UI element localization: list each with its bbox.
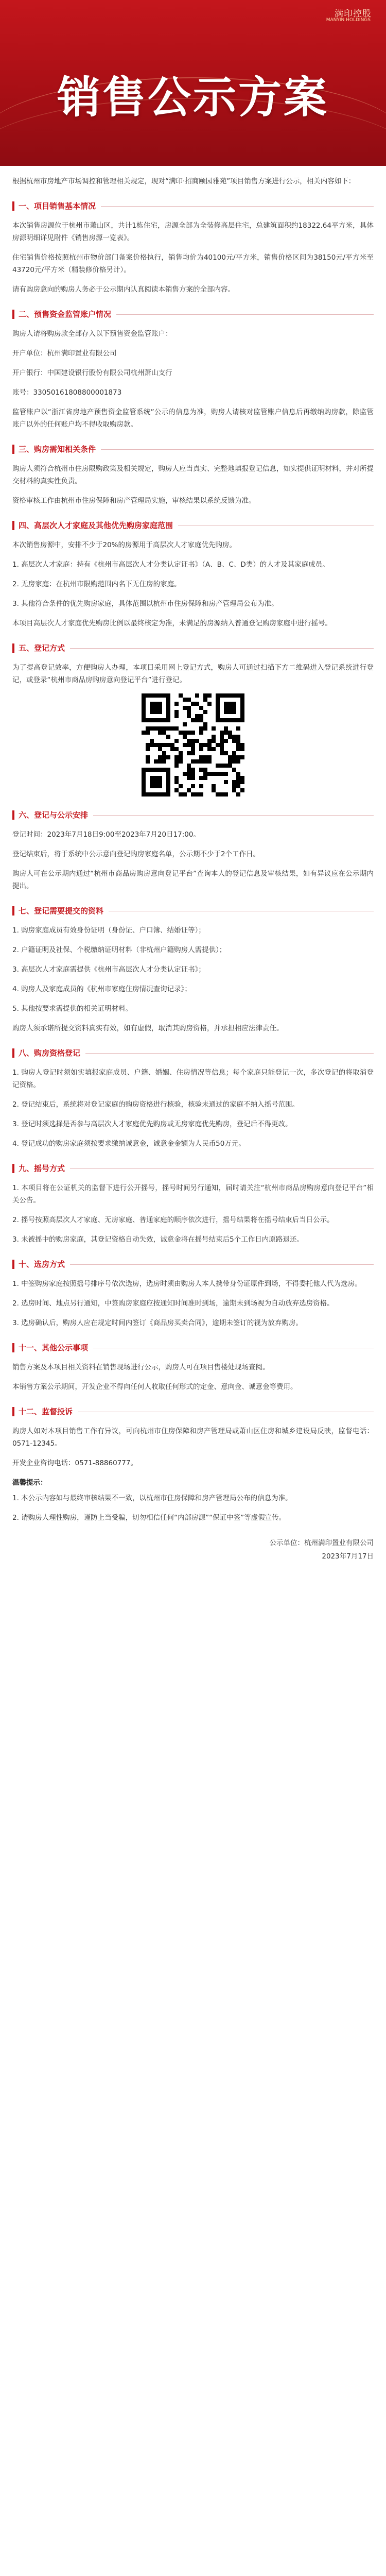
section-paragraph: 开发企业咨询电话：0571-88860777。 — [12, 1459, 137, 1467]
section-marker — [12, 1048, 14, 1058]
section-paragraph: 4. 购房人及家庭成员的《杭州市家庭住房情况查询记录》； — [12, 985, 191, 993]
section-paragraph: 1. 本项目将在公证机关的监督下进行公开摇号，摇号时间另行通知，届时请关注“杭州市商品房购房意向登记平台”相关公告。 — [12, 1184, 374, 1205]
section-marker — [12, 1343, 14, 1352]
section-title: 一、项目销售基本情况 — [19, 201, 96, 211]
section-divider — [70, 1168, 374, 1169]
section-paragraph: 购房人可在公示期内通过“杭州市商品房购房意向登记平台”查询本人的登记信息及审核结果，如有异议应在公示期内提出。 — [12, 870, 374, 890]
section-heading — [12, 905, 374, 917]
intro-paragraph: 根据杭州市房地产市场调控和管理相关规定，现对“满印·招商颐园雅苑”项目销售方案进行公示，相关内容如下： — [12, 177, 356, 185]
section-marker — [12, 643, 14, 653]
section-paragraph: 1. 购房人登记时须如实填报家庭成员、户籍、婚姻、住房情况等信息；每个家庭只能登记一次，多次登记的将取消登记资格。 — [12, 1069, 374, 1089]
qr-code-wrapper — [12, 693, 374, 796]
section-paragraph: 1. 购房家庭成员有效身份证明（身份证、户口簿、结婚证等）； — [12, 926, 205, 935]
section-divider — [116, 314, 374, 315]
section-title: 十二、监督投诉 — [19, 1407, 73, 1416]
section-paragraph: 3. 选房确认后，购房人应在规定时间内签订《商品房买卖合同》，逾期未签订的视为放弃购房。 — [12, 1319, 303, 1327]
section-paragraph: 开户银行：中国建设银行股份有限公司杭州萧山支行 — [12, 369, 172, 377]
section-marker — [12, 906, 14, 916]
section-paragraph: 2. 无房家庭：在杭州市限购范围内名下无住房的家庭。 — [12, 580, 181, 588]
section-paragraph: 资格审核工作由杭州市住房保障和房产管理局实施，审核结果以系统反馈为准。 — [12, 497, 256, 505]
company-logo: 满印控股 — [335, 9, 372, 19]
section-title: 六、登记与公示安排 — [19, 810, 89, 820]
section-marker — [12, 810, 14, 820]
section-heading — [12, 642, 374, 654]
company-logo-subtitle: MANYIN HOLDINGS — [326, 18, 371, 23]
section-title: 十一、其他公示事项 — [19, 1343, 89, 1352]
section-paragraph: 登记时间：2023年7月18日9:00至2023年7月20日17:00。 — [12, 831, 200, 839]
section-heading — [12, 443, 374, 455]
warning-item: 2. 请购房人理性购房，谨防上当受骗，切勿相信任何“内部房源”“保证中签”等虚假宣传。 — [12, 1514, 286, 1522]
section-heading — [12, 1258, 374, 1270]
section-paragraph: 3. 登记时须选择是否参与高层次人才家庭优先购房或无房家庭优先购房，登记后不得更改。 — [12, 1120, 292, 1128]
signature-company: 公示单位：杭州满印置业有限公司 — [269, 1539, 374, 1547]
section-divider — [70, 1264, 374, 1265]
section-paragraph: 住宅销售价格按照杭州市物价部门备案价格执行，销售均价为40100元/平方米，销售价格区间为38150元/平方米至43720元/平方米（精装修价格另计）。 — [12, 253, 374, 274]
section-paragraph: 开户单位：杭州满印置业有限公司 — [12, 349, 117, 358]
section-divider — [70, 648, 374, 649]
section-paragraph: 3. 高层次人才家庭需提供《杭州市高层次人才分类认定证书》； — [12, 965, 205, 974]
signature-date: 2023年7月17日 — [322, 1552, 374, 1561]
section-paragraph: 1. 中签购房家庭按照摇号排序号依次选房，选房时须由购房人本人携带身份证原件到场，不得委托他人代为选房。 — [12, 1280, 362, 1288]
section-heading — [12, 1405, 374, 1418]
section-title: 五、登记方式 — [19, 643, 65, 653]
section-marker — [12, 1260, 14, 1269]
warning-item: 1. 本公示内容如与最终审核结果不一致，以杭州市住房保障和房产管理局公布的信息为准。 — [12, 1494, 292, 1502]
section-paragraph: 2. 户籍证明及社保、个税缴纳证明材料（非杭州户籍购房人需提供）； — [12, 946, 226, 954]
section-paragraph: 监管账户以“浙江省房地产预售资金监管系统”公示的信息为准，购房人请核对监管账户信息后再缴纳购房款，除监管账户以外的任何账户均不得收取购房款。 — [12, 408, 374, 429]
section-heading — [12, 200, 374, 212]
section-heading — [12, 1162, 374, 1175]
section-divider — [101, 449, 374, 450]
section-title: 九、摇号方式 — [19, 1164, 65, 1173]
section-heading — [12, 809, 374, 821]
section-title: 十、选房方式 — [19, 1260, 65, 1269]
section-title: 八、购房资格登记 — [19, 1048, 81, 1058]
warnings-list — [12, 1492, 374, 1524]
section-paragraph: 4. 登记成功的购房家庭须按要求缴纳诚意金，诚意金金额为人民币50万元。 — [12, 1140, 245, 1148]
section-title: 三、购房需知相关条件 — [19, 445, 96, 454]
section-paragraph: 本次销售房源位于杭州市萧山区，共计1栋住宅，房源全部为全装修高层住宅，总建筑面积约18322.64平方米，具体房源明细详见附件《销售房源一览表》。 — [12, 222, 374, 242]
section-heading — [12, 1342, 374, 1354]
section-paragraph: 2. 登记结束后，系统将对登记家庭的购房资格进行核验，核验未通过的家庭不纳入摇号范围。 — [12, 1100, 300, 1109]
section-paragraph: 3. 其他符合条件的优先购房家庭，具体范围以杭州市住房保障和房产管理局公布为准。 — [12, 600, 278, 608]
hero-banner — [0, 0, 386, 166]
sections-container — [12, 200, 374, 1469]
section-paragraph: 销售方案及本项目相关资料在销售现场进行公示，购房人可在项目售楼处现场查阅。 — [12, 1363, 270, 1371]
section-divider — [101, 206, 374, 207]
section-marker — [12, 1164, 14, 1173]
section-paragraph: 2. 选房时间、地点另行通知，中签购房家庭应按通知时间准时到场，逾期未到场视为自动放弃选房资格。 — [12, 1299, 334, 1308]
section-paragraph: 购房人须符合杭州市住房限购政策及相关规定，购房人应当真实、完整地填报登记信息，如实提供证明材料，并对所提交材料的真实性负责。 — [12, 465, 374, 485]
section-paragraph: 1. 高层次人才家庭：持有《杭州市高层次人才分类认定证书》（A、B、C、D类）的人才及其家庭成员。 — [12, 561, 329, 569]
section-divider — [93, 815, 374, 816]
section-paragraph: 登记结束后，将于系统中公示意向登记购房家庭名单，公示期不少于2个工作日。 — [12, 850, 260, 858]
signature-block — [12, 1536, 374, 1563]
section-paragraph: 2. 摇号按照高层次人才家庭、无房家庭、普通家庭的顺序依次进行，摇号结果将在摇号结束后当日公示。 — [12, 1216, 334, 1224]
section-paragraph: 购房人请将购房款全部存入以下预售资金监管账户： — [12, 330, 172, 338]
section-heading — [12, 519, 374, 532]
section-paragraph: 本销售方案公示期间，开发企业不得向任何人收取任何形式的定金、意向金、诚意金等费用。 — [12, 1383, 297, 1391]
section-paragraph: 本次销售房源中，安排不少于20%的房源用于高层次人才家庭优先购房。 — [12, 541, 237, 549]
warning-title: 温馨提示： — [12, 1479, 47, 1487]
section-heading — [12, 308, 374, 320]
section-marker — [12, 521, 14, 530]
section-title: 四、高层次人才家庭及其他优先购房家庭范围 — [19, 521, 173, 530]
section-title: 二、预售资金监管账户情况 — [19, 310, 112, 319]
section-marker — [12, 201, 14, 211]
section-paragraph: 5. 其他按要求需提供的相关证明材料。 — [12, 1005, 133, 1013]
section-paragraph: 购房人须承诺所提交资料真实有效，如有虚假，取消其购房资格，并承担相应法律责任。 — [12, 1024, 284, 1032]
section-heading — [12, 1047, 374, 1059]
section-paragraph: 购房人如对本项目销售工作有异议，可向杭州市住房保障和房产管理局或萧山区住房和城乡建设局反映，监督电话：0571-12345。 — [12, 1427, 374, 1448]
section-marker — [12, 310, 14, 319]
section-divider — [85, 1053, 374, 1054]
section-marker — [12, 445, 14, 454]
section-marker — [12, 1407, 14, 1416]
article-body — [0, 166, 386, 1594]
section-title: 七、登记需要提交的资料 — [19, 906, 104, 916]
section-paragraph: 账号：33050161808800001873 — [12, 388, 122, 397]
section-paragraph: 本项目高层次人才家庭优先购房比例以最终核定为准，未满足的房源纳入普通登记购房家庭中进行摇号。 — [12, 619, 332, 628]
section-paragraph: 为了提高登记效率，方便购房人办理，本项目采用网上登记方式，购房人可通过扫描下方二维码进入登记系统进行登记，或登录“杭州市商品房购房意向登记平台”进行登记。 — [12, 664, 374, 684]
section-paragraph: 3. 未被摇中的购房家庭，其登记资格自动失效，诚意金将在摇号结束后5个工作日内原路退还。 — [12, 1235, 304, 1244]
section-paragraph: 请有购房意向的购房人务必于公示期内认真阅读本销售方案的全部内容。 — [12, 285, 235, 294]
qr-code-image[interactable] — [142, 693, 244, 796]
page-title: 销售公示方案 — [57, 72, 329, 123]
